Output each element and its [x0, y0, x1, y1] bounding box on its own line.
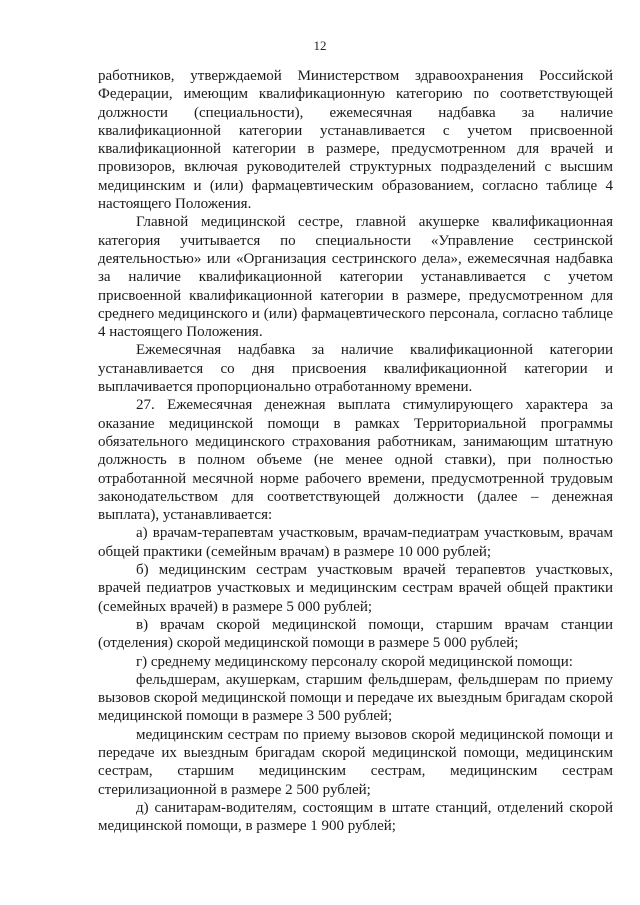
document-body: [98, 67, 613, 835]
list-item-a: а) врачам-терапевтам участковым, врачам-педиатрам участковым, врачам общей практики (семейным врачам) в размере 10 000 рублей;: [98, 525, 613, 560]
page-number: 12: [313, 38, 327, 53]
list-subitem-paramedics: фельдшерам, акушеркам, старшим фельдшерам, фельдшерам по приему вызовов скорой медицинской помощи и передаче их выездным бригадам скорой медицинской помощи в размере 3 500 рублей;: [98, 671, 613, 725]
paragraph-continuation: работников, утверждаемой Министерством здравоохранения Российской Федерации, имеющим квалификационную категорию по соответствующей должности (специальности), ежемесячная надбавка за наличие квалификационной категории устанавливается с учетом присвоенной квалификационной категории в размере, предусмотренном для врачей и провизоров, включая руководителей структурных подразделений с высшим медицинским и (или) фармацевтическим образованием, согласно таблице 4 настоящего Положения.: [98, 68, 613, 213]
list-item-v: в) врачам скорой медицинской помощи, старшим врачам станции (отделения) скорой медицинской помощи в размере 5 000 рублей;: [98, 616, 613, 652]
list-subitem-nurses: медицинским сестрам по приему вызовов скорой медицинской помощи и передаче их выездным бригадам скорой медицинской помощи, медицинским сестрам, старшим медицинским сестрам, медицинским сестрам стерилизационной в размере 2 500 рублей;: [98, 726, 613, 798]
list-item-d: д) санитарам-водителям, состоящим в штате станций, отделений скорой медицинской помощи, в размере 1 900 рублей;: [98, 799, 613, 835]
paragraph-section-27: 27. Ежемесячная денежная выплата стимулирующего характера за оказание медицинской помощи в рамках Территориальной программы обязательного медицинского страхования работникам, занимающим штатную должность в полном объеме (не менее одной ставки), при полностью отработанной месячной норме рабочего времени, предусмотренной трудовым законодательством для соответствующей должности (далее – денежная выплата), устанавливается:: [98, 397, 613, 524]
paragraph-head-nurse: Главной медицинской сестре, главной акушерке квалификационная категория учитывается по специальности «Управление сестринской деятельностью» или «Организация сестринского дела», ежемесячная надбавка за наличие квалификационной категории устанавливается с учетом присвоенной квалификационной категории в размере, предусмотренном для среднего медицинского и (или) фармацевтического персонала, согласно таблице 4 настоящего Положения.: [98, 214, 613, 341]
list-item-b: б) медицинским сестрам участковым врачей терапевтов участковых, врачей педиатров участковых и медицинским сестрам врачей общей практики (семейных врачей) в размере 5 000 рублей;: [98, 562, 613, 615]
paragraph-allowance-start: Ежемесячная надбавка за наличие квалификационной категории устанавливается со дня присвоения квалификационной категории и выплачивается пропорционально отработанному времени.: [98, 342, 613, 396]
list-item-g: г) среднему медицинскому персоналу скорой медицинской помощи:: [136, 653, 573, 670]
